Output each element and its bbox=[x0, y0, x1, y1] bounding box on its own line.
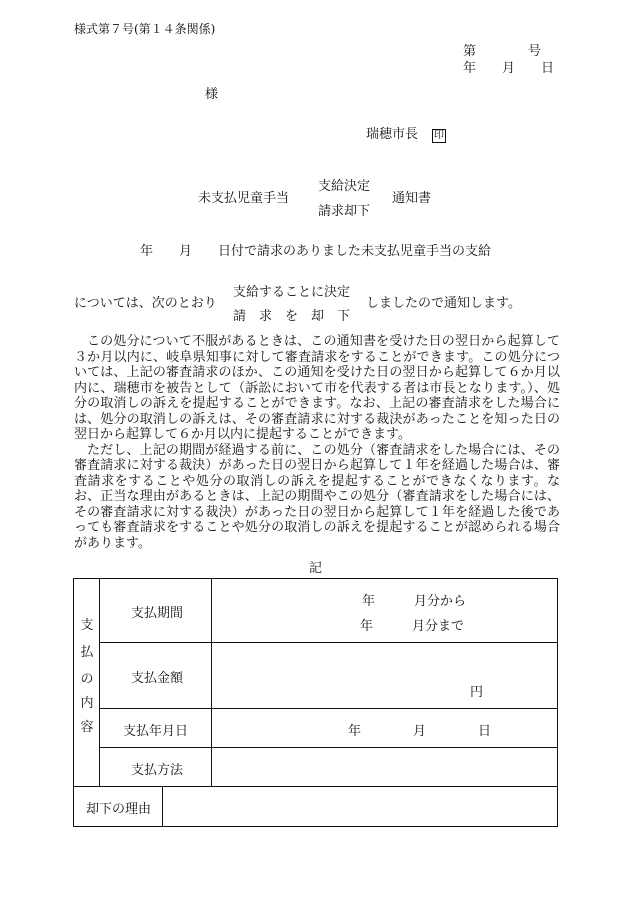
decision-line-left: については、次のとおり bbox=[74, 296, 217, 311]
sender-name: 瑞穂市長 bbox=[366, 127, 419, 142]
title-option-approve: 支給決定 bbox=[318, 179, 371, 194]
payment-amount-label: 支払金額 bbox=[131, 671, 184, 686]
decision-option-reject: 請 求 を 却 下 bbox=[233, 309, 351, 324]
appeal-paragraph: ただし、上記の期間が経過する前に、この処分（審査請求をした場合には、その審査請求に対する裁決）があった日の翌日から起算して１年を経過した場合は、審査請求をすることや処分の取消しの訴えを提起することができなくなります。なお、正当な理由があるときは、上記の期間やこの処分（審査請求をした場合には、その審査請求に対する裁決）があった日の翌日から起算して１年を経過した後であっても審査請求をすることや処分の取消しの訴えを提起することが認められる場合があります。 bbox=[74, 442, 560, 551]
request-date-line: 年 月 日付で請求のありました未支払児童手当の支給 bbox=[140, 244, 492, 259]
decision-option-approve: 支給することに決定 bbox=[233, 285, 351, 300]
title-left: 未支払児童手当 bbox=[198, 191, 290, 206]
group-label-char: 支 bbox=[80, 618, 94, 633]
payment-period-from: 年 月分から bbox=[362, 594, 467, 609]
form-number-label: 様式第７号(第１４条関係) bbox=[74, 22, 216, 36]
payment-date-label: 支払年月日 bbox=[123, 724, 189, 739]
seal-mark: 印 bbox=[434, 130, 445, 141]
ki-heading: 記 bbox=[309, 561, 323, 576]
appeal-notice bbox=[74, 334, 560, 551]
document-number-line: 第 号 bbox=[463, 44, 542, 59]
group-label-char: 払 bbox=[80, 645, 94, 660]
document-date-line: 年 月 日 bbox=[463, 61, 555, 76]
yen-unit: 円 bbox=[470, 685, 484, 700]
payment-period-label: 支払期間 bbox=[131, 606, 184, 621]
decision-line-right: しましたので通知します。 bbox=[366, 296, 521, 311]
group-label-char: 容 bbox=[80, 720, 94, 735]
payment-date-value: 年 月 日 bbox=[348, 724, 492, 739]
title-right: 通知書 bbox=[392, 191, 432, 206]
title-option-reject: 請求却下 bbox=[318, 204, 371, 219]
recipient-suffix: 様 bbox=[205, 87, 219, 102]
payment-period-to: 年 月分まで bbox=[360, 619, 465, 634]
group-label-char: の bbox=[80, 672, 94, 687]
rejection-reason-label: 却下の理由 bbox=[86, 802, 152, 817]
appeal-paragraph: この処分について不服があるときは、この通知書を受けた日の翌日から起算して３か月以内に、岐阜県知事に対して審査請求をすることができます。この処分については、上記の審査請求のほか、この通知を受けた日の翌日から起算して６か月以内に、瑞穂市を被告として（訴訟において市を代表する者は市長となります。）、処分の取消しの訴えを提起することができます。なお、上記の審査請求をした場合には、処分の取消しの訴えは、その審査請求に対する裁決があったことを知った日の翌日から起算して６か月以内に提起することができます。 bbox=[74, 334, 560, 442]
payment-method-label: 支払方法 bbox=[131, 763, 184, 778]
group-label-char: 内 bbox=[80, 696, 94, 711]
sender-block bbox=[366, 123, 446, 143]
